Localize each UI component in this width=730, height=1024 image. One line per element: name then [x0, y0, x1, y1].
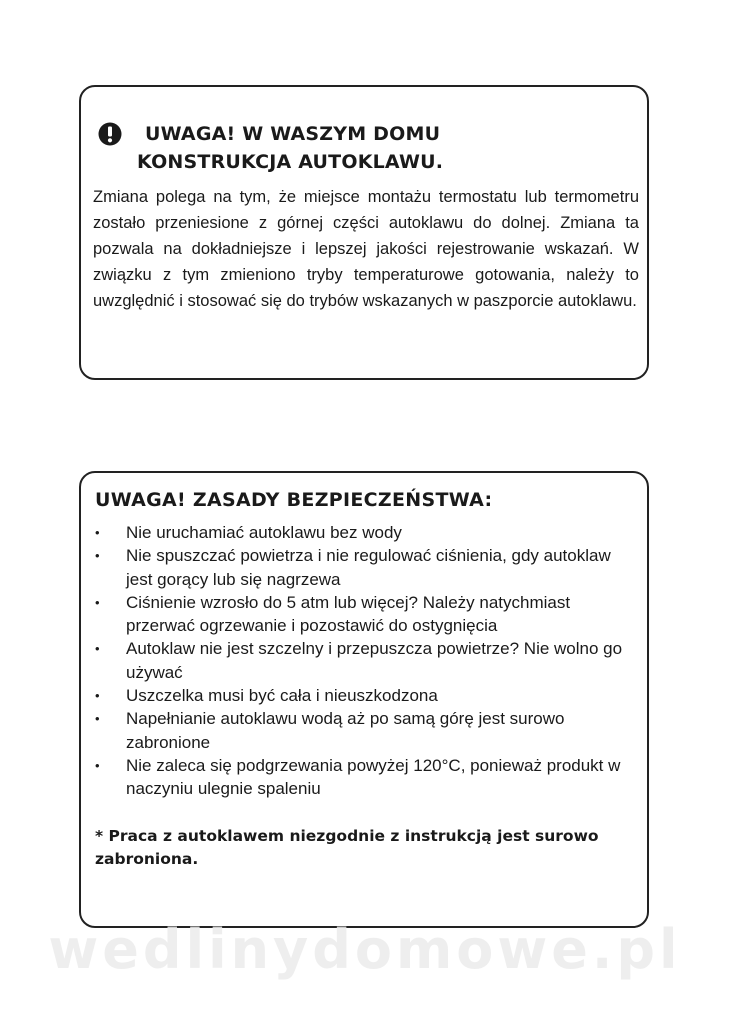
bullet-icon: •	[95, 711, 100, 727]
bullet-icon: •	[95, 757, 100, 773]
safety-note: * Praca z autoklawem niezgodnie z instrukcją jest surowo zabroniona.	[95, 827, 599, 868]
safety-rules-list	[95, 521, 635, 801]
safety-rule-text: Autoklaw nie jest szczelny i przepuszcza powietrze? Nie wolno go używać	[126, 639, 623, 682]
safety-rule	[95, 754, 635, 801]
safety-rule-text: Nie spuszczać powietrza i nie regulować ciśnienia, gdy autoklaw jest gorący lub się nagrzewa	[126, 546, 611, 589]
safety-title: UWAGA! ZASADY BEZPIECZEŃSTWA:	[95, 489, 493, 511]
exclamation-circle-icon	[98, 122, 122, 146]
safety-rule	[95, 637, 635, 684]
bullet-icon: •	[95, 525, 100, 540]
notice-title-line2: KONSTRUKCJA AUTOKLAWU.	[137, 151, 444, 173]
safety-rule-text: Nie uruchamiać autoklawu bez wody	[126, 523, 402, 542]
safety-rule-text: Nie zaleca się podgrzewania powyżej 120°C, ponieważ produkt w naczyniu ulegnie spaleniu	[126, 755, 621, 799]
notice-body: Zmiana polega na tym, że miejsce montażu termostatu lub termometru zostało przeniesione z górnej części autoklawu do dolnej. Zmiana ta pozwala na dokładniejsze i lepszej jakości rejestrowanie wskazań. W związku z tym zmieniono tryby temperaturowe gotowania, należy to uwzględnić i stosować się do trybów wskazanych w paszporcie autoklawu.	[93, 188, 639, 310]
safety-rule	[95, 707, 635, 754]
safety-box	[79, 471, 649, 928]
safety-rule-text: Napełnianie autoklawu wodą aż po samą górę jest surowo zabronione	[126, 709, 565, 752]
bullet-icon: •	[95, 641, 100, 657]
watermark: wedlinydomowe.pl	[48, 918, 682, 981]
bullet-icon: •	[95, 548, 100, 564]
safety-rule	[95, 544, 635, 591]
safety-rule-text: Uszczelka musi być cała i nieuszkodzona	[126, 686, 438, 706]
bullet-icon: •	[95, 688, 100, 704]
safety-rule	[95, 684, 635, 707]
safety-rule-text: Ciśnienie wzrosło do 5 atm lub więcej? Należy natychmiast przerwać ogrzewanie i pozostawić do ostygnięcia	[126, 592, 571, 636]
safety-rule	[95, 521, 635, 544]
notice-title	[137, 120, 443, 176]
safety-rule	[95, 591, 635, 638]
bullet-icon: •	[95, 594, 100, 610]
notice-title-line1: UWAGA! W WASZYM DOMU	[145, 123, 441, 145]
notice-box	[79, 85, 649, 380]
